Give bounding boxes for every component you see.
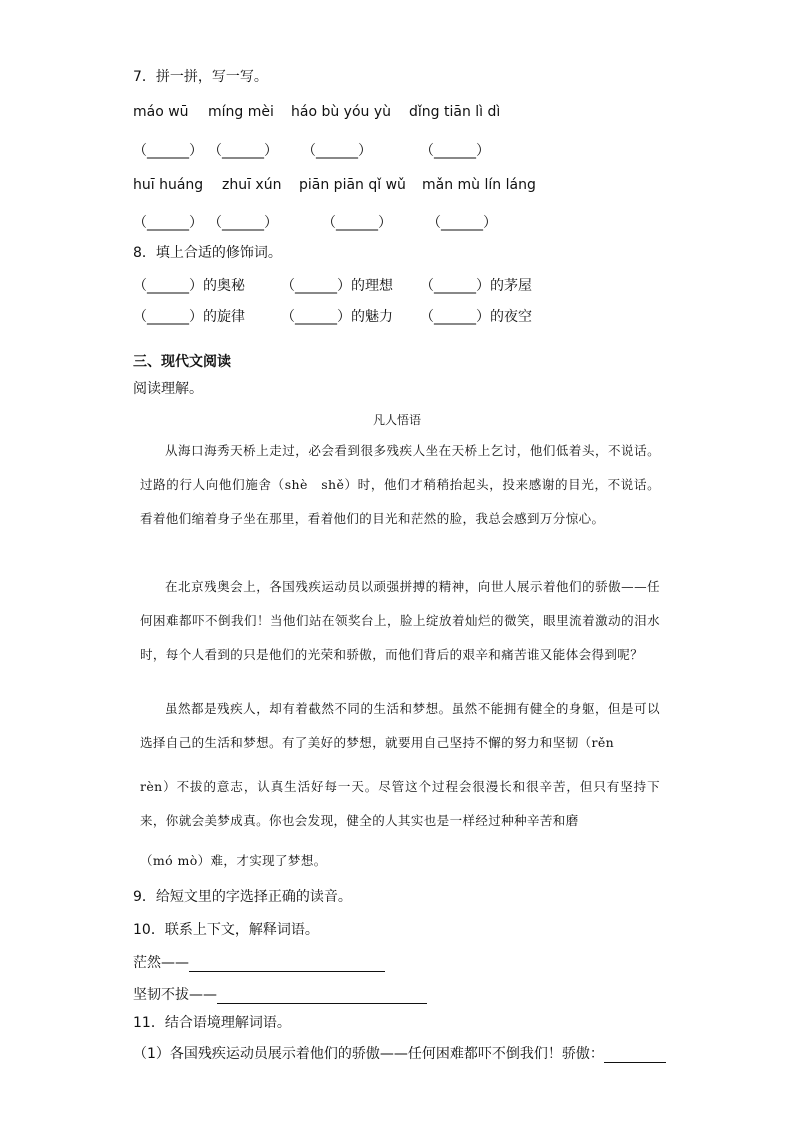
q7-pinyin-2: míng mèi (208, 104, 274, 120)
q7-answer-blank-1[interactable]: （______） (133, 143, 203, 159)
q11-answer-line-1[interactable] (604, 1048, 666, 1063)
q7-answer-blank-2[interactable]: （______） (208, 143, 278, 159)
q7-answer-blank-4[interactable]: （______） (420, 143, 490, 159)
section-heading: 三、现代文阅读 (133, 354, 231, 370)
passage-title: 凡人悟语 (372, 413, 421, 427)
q7-title: 7．拼一拼，写一写。 (133, 69, 268, 85)
passage-paragraph-3-part-3: （mó mò）难，才实现了梦想。 (140, 853, 327, 868)
q7-answer-blank-6[interactable]: （______） (208, 215, 278, 231)
q10-title: 10．联系上下文，解释词语。 (133, 922, 319, 938)
q7-pinyin-3: háo bù yóu yù (291, 104, 392, 120)
q11-item-1-text: （1）各国残疾运动员展示着他们的骄傲——任何困难都吓不倒我们！骄傲： (133, 1046, 604, 1062)
q11-item-1 (133, 1045, 666, 1063)
q8-item-5[interactable]: （______）的魅力 (281, 309, 393, 325)
q8-item-6[interactable]: （______）的夜空 (420, 309, 532, 325)
q9-title: 9．给短文里的字选择正确的读音。 (133, 889, 352, 905)
q10-item-2-label: 坚韧不拔—— (133, 987, 217, 1003)
q10-answer-line-2[interactable] (217, 989, 427, 1004)
passage-paragraph-3-part-1: 虽然都是残疾人，却有着截然不同的生活和梦想。虽然不能拥有健全的身躯，但是可以选择自己的生活和梦想。有了美好的梦想，就要用自己坚持不懈的努力和坚韧（rěn (140, 701, 660, 750)
section-intro: 阅读理解。 (133, 381, 203, 397)
q10-item-1-label: 茫然—— (133, 955, 189, 971)
q7-pinyin-1: máo wū (133, 104, 189, 120)
q7-answer-blank-3[interactable]: （______） (302, 143, 372, 159)
q8-item-1[interactable]: （______）的奥秘 (133, 278, 245, 294)
passage-paragraph-3-part-2: rèn）不拔的意志，认真生活好每一天。尽管这个过程会很漫长和很辛苦，但只有坚持下来，你就会美梦成真。你也会发现，健全的人其实也是一样经过种种辛苦和磨 (140, 779, 660, 828)
q7-pinyin-8: mǎn mù lín láng (422, 177, 536, 193)
q7-answer-blank-5[interactable]: （______） (133, 215, 203, 231)
passage-paragraph-2: 在北京残奥会上，各国残疾运动员以顽强拼搏的精神，向世人展示着他们的骄傲——任何困难都吓不倒我们！当他们站在领奖台上，脸上绽放着灿烂的微笑，眼里流着激动的泪水时，每个人看到的只是他们的光荣和骄傲，而他们背后的艰辛和痛苦谁又能体会得到呢？ (140, 579, 660, 662)
q7-pinyin-7: piān piān qǐ wǔ (299, 177, 406, 193)
q8-title: 8．填上合适的修饰词。 (133, 245, 282, 261)
q7-pinyin-5: huī huáng (133, 177, 204, 193)
q10-answer-line-1[interactable] (189, 957, 385, 972)
passage-paragraph-1: 从海口海秀天桥上走过，必会看到很多残疾人坐在天桥上乞讨，他们低着头，不说话。过路的行人向他们施舍（shè shě）时，他们才稍稍抬起头，投来感谢的目光，不说话。看着他们缩着身子坐在那里，看着他们的目光和茫然的脸，我总会感到万分惊心。 (140, 443, 660, 526)
q8-item-2[interactable]: （______）的理想 (281, 278, 393, 294)
q7-answer-blank-7[interactable]: （______） (322, 215, 392, 231)
q7-pinyin-6: zhuī xún (222, 177, 282, 193)
q7-answer-blank-8[interactable]: （______） (427, 215, 497, 231)
q10-item-1 (133, 954, 385, 972)
q11-title: 11．结合语境理解词语。 (133, 1015, 291, 1031)
q7-pinyin-4: dǐng tiān lì dì (409, 104, 501, 120)
q8-item-4[interactable]: （______）的旋律 (133, 309, 245, 325)
q10-item-2 (133, 986, 427, 1004)
q8-item-3[interactable]: （______）的茅屋 (420, 278, 532, 294)
